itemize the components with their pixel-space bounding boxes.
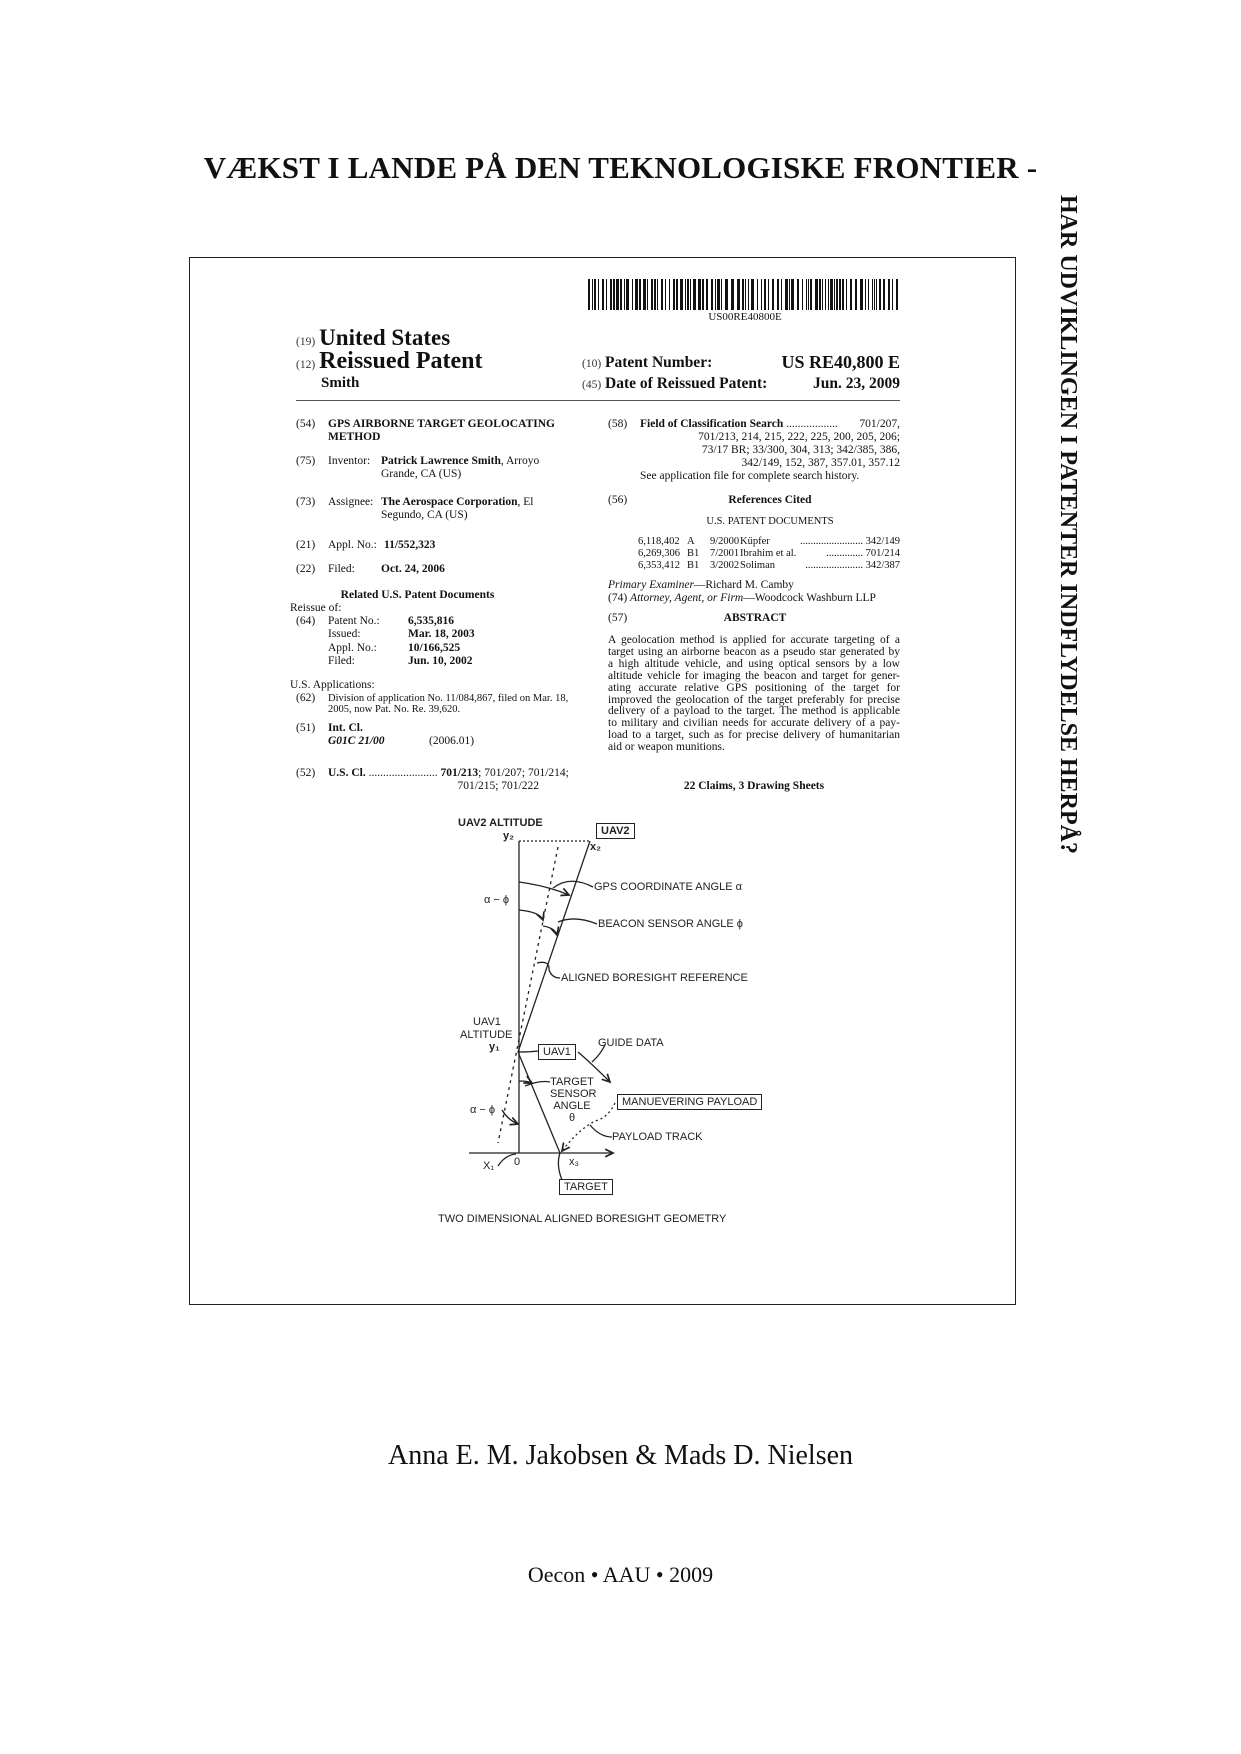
- reissue-label: Patent No.:: [328, 615, 380, 627]
- us-class-line2: 701/215; 701/222: [457, 780, 539, 792]
- date-value: Jun. 23, 2009: [813, 375, 900, 392]
- label-beacon-angle: BEACON SENSOR ANGLE ϕ: [598, 918, 743, 930]
- reference-kind: A: [687, 536, 695, 547]
- reference-class: 342/387: [865, 560, 900, 571]
- code: (22): [296, 563, 316, 575]
- abstract-line: delivery of a payload to the target. The method is applicable: [608, 705, 900, 718]
- reissue-label: Issued:: [328, 628, 361, 641]
- label-guide-data: GUIDE DATA: [598, 1037, 664, 1049]
- us-class-main: 701/213: [440, 767, 479, 779]
- reissue-value: 6,535,816: [408, 615, 454, 627]
- label-altitude: ALTITUDE: [460, 1029, 513, 1041]
- alpha-phi-arc: [519, 910, 543, 920]
- leader-target: [558, 1153, 562, 1180]
- country: United States: [319, 325, 451, 350]
- inventor-name: Patrick Lawrence Smith: [381, 455, 501, 467]
- leader-boresight: [537, 962, 560, 978]
- assignee-name: The Aerospace Corporation: [381, 496, 518, 508]
- patent-title-line: METHOD: [328, 431, 381, 443]
- label-y2: y₂: [503, 830, 515, 842]
- code: (75): [296, 455, 316, 467]
- code: (52): [296, 767, 316, 779]
- reference-number: 6,118,402: [638, 536, 680, 547]
- label: Filed:: [328, 563, 355, 575]
- beacon-angle-arc: [543, 926, 557, 935]
- reissue-label: Appl. No.:: [328, 641, 377, 654]
- leader-uav1: [519, 1051, 538, 1052]
- us-class: ; 701/207; 701/214;: [478, 767, 569, 779]
- reissue-value: Mar. 18, 2003: [408, 628, 475, 641]
- int-class: G01C 21/00: [328, 735, 385, 747]
- code: (58): [608, 418, 628, 430]
- label-uav1-altitude: UAV1: [473, 1016, 501, 1028]
- label-x1: X₁: [483, 1160, 495, 1172]
- diagram-caption: TWO DIMENSIONAL ALIGNED BORESIGHT GEOMETRY: [438, 1213, 727, 1225]
- code: (54): [296, 418, 316, 430]
- label-alpha-phi: α − ϕ: [484, 894, 510, 906]
- classification-line: 342/149, 152, 387, 357.01, 357.12: [741, 457, 900, 469]
- label-x2: x₂: [590, 841, 602, 853]
- reference-kind: B1: [687, 560, 700, 571]
- label-origin: 0: [514, 1156, 521, 1168]
- label-gps-angle: GPS COORDINATE ANGLE α: [594, 881, 742, 893]
- barcode-text: US00RE40800E: [708, 311, 782, 323]
- text: θ: [568, 1112, 576, 1124]
- abstract-line: altitude vehicle for imaging the beacon and target for gener-: [608, 669, 900, 682]
- label: Attorney, Agent, or Firm: [630, 592, 744, 604]
- gps-angle-arc: [519, 882, 569, 895]
- label-uav2-altitude: UAV2 ALTITUDE: [458, 817, 543, 829]
- value: 11/552,323: [384, 539, 436, 551]
- label-boresight: ALIGNED BORESIGHT REFERENCE: [561, 972, 748, 984]
- reference-date: 7/2001: [710, 548, 740, 559]
- abstract-line: target using an airborne beacon as a pseudo star generated by: [608, 645, 900, 658]
- field-57: (57): [608, 612, 628, 624]
- reference-class: 701/214: [865, 548, 900, 559]
- reissue-of: Reissue of:: [290, 602, 342, 614]
- search-note: See application file for complete search history.: [640, 470, 860, 482]
- footer-institution-year: Oecon • AAU • 2009: [527, 1562, 714, 1587]
- classification-line: 73/17 BR; 33/300, 304, 313; 342/385, 386,: [701, 444, 900, 456]
- leader-gps: [553, 881, 593, 888]
- code: (12): [296, 359, 316, 371]
- label: Date of Reissued Patent:: [605, 375, 768, 392]
- classification-line: 701/207,: [859, 418, 900, 430]
- code: (51): [296, 722, 316, 734]
- label-maneuvering-payload: MANUEVERING PAYLOAD: [617, 1094, 762, 1110]
- reissue-value: Jun. 10, 2002: [408, 654, 473, 667]
- label-uav2: UAV2: [596, 823, 635, 839]
- code: (64): [296, 615, 316, 627]
- claims-count: 22 Claims, 3 Drawing Sheets: [683, 780, 825, 792]
- inventor-location: , Arroyo: [500, 455, 540, 467]
- label: Assignee:: [328, 496, 374, 508]
- label: Inventor:: [328, 455, 371, 467]
- value: Oct. 24, 2006: [381, 563, 445, 575]
- patent-number-value: US RE40,800 E: [781, 352, 900, 372]
- label: U.S. Cl.: [328, 767, 366, 779]
- label: Patent Number:: [605, 354, 713, 371]
- label-target-sensor-angle: [550, 1076, 597, 1124]
- reference-kind: B1: [687, 548, 700, 559]
- label-alpha-phi-lower: α − ϕ: [470, 1104, 496, 1116]
- division-text: 2005, now Pat. No. Re. 39,620.: [328, 704, 461, 715]
- reference-name: Ibrahim et al.: [740, 548, 797, 559]
- label: Appl. No.:: [328, 539, 377, 551]
- abstract-line: ating accurate relative GPS positioning of the target for: [608, 681, 900, 694]
- reference-name: Küpfer: [740, 536, 770, 547]
- reference-date: 9/2000: [710, 536, 740, 547]
- label: Int. Cl.: [328, 722, 363, 734]
- division-text: Division of application No. 11/084,867, filed on Mar. 18,: [328, 693, 569, 704]
- abstract-line: to military and civilian needs for accurate delivery of a pay-: [608, 717, 900, 730]
- related-header: Related U.S. Patent Documents: [340, 589, 495, 601]
- field-56: (56): [608, 494, 628, 506]
- references-subtitle: U.S. PATENT DOCUMENTS: [706, 516, 834, 527]
- patent-type: Reissued Patent: [319, 348, 483, 374]
- inventor-location: Grande, CA (US): [381, 468, 462, 480]
- gps-line: [518, 841, 590, 1052]
- abstract-title: ABSTRACT: [723, 612, 787, 624]
- code: (45): [582, 379, 602, 391]
- label-y1: y₁: [489, 1041, 500, 1053]
- label: Field of Classification Search: [640, 418, 784, 430]
- code: (10): [582, 358, 602, 370]
- reference-number: 6,269,306: [638, 548, 680, 559]
- text: SENSOR: [550, 1088, 597, 1100]
- abstract-line: a high altitude vehicle, and using optical sensors by a low: [608, 657, 900, 670]
- label-payload-track: PAYLOAD TRACK: [612, 1131, 703, 1143]
- us-applications: U.S. Applications:: [290, 679, 375, 691]
- reference-dots: ........................: [800, 536, 863, 547]
- patent-title-line: GPS AIRBORNE TARGET GEOLOCATING: [328, 418, 555, 430]
- reference-class: 342/149: [865, 536, 900, 547]
- value: —Woodcock Washburn LLP: [743, 592, 876, 604]
- reference-name: Soliman: [740, 560, 776, 571]
- reference-dots: ......................: [805, 560, 863, 571]
- references-title: References Cited: [728, 494, 812, 506]
- text: TARGET: [550, 1076, 594, 1088]
- reference-date: 3/2002: [710, 560, 740, 571]
- abstract-line: load to a target, such as for precise delivery of humanitarian: [608, 729, 900, 742]
- reference-number: 6,353,412: [638, 560, 680, 571]
- abstract-line: aid or weapon munitions.: [608, 741, 725, 754]
- assignee-location: , El: [517, 496, 534, 508]
- document-title: VÆKST I LANDE PÅ DEN TEKNOLOGISKE FRONTIER -: [203, 150, 1038, 185]
- label-target: TARGET: [559, 1179, 613, 1195]
- code: (73): [296, 496, 316, 508]
- dots: ..................: [786, 418, 838, 430]
- code: (21): [296, 539, 316, 551]
- code: (62): [296, 692, 316, 704]
- authors: Anna E. M. Jakobsen & Mads D. Nielsen: [387, 1440, 854, 1471]
- inventor-surname: Smith: [321, 375, 360, 391]
- classification-line: 701/213, 214, 215, 222, 225, 200, 205, 206;: [698, 431, 900, 443]
- leader-beacon: [558, 919, 597, 924]
- reissue-value: 10/166,525: [408, 641, 461, 654]
- abstract-line: improved the geolocation of the target preferably for precise: [608, 693, 900, 706]
- text: ANGLE: [553, 1100, 591, 1112]
- assignee-location: Segundo, CA (US): [381, 509, 468, 521]
- reference-dots: ..............: [826, 548, 863, 559]
- dots: ........................: [368, 767, 438, 779]
- label-x3: x₃: [569, 1156, 579, 1168]
- value: —Richard M. Camby: [693, 579, 794, 591]
- document-subtitle-vertical: HAR UDVIKLINGEN I PATENTER INDFLYDELSE HERPÅ?: [1055, 195, 1081, 854]
- alpha-phi-lower-arc: [502, 1110, 518, 1124]
- leader-payload-track: [590, 1125, 612, 1137]
- code: (74): [608, 592, 628, 604]
- boresight-dotted: [498, 847, 558, 1143]
- code: (19): [296, 336, 316, 348]
- label-uav1: UAV1: [538, 1044, 576, 1060]
- reissue-label: Filed:: [328, 654, 355, 667]
- int-class-year: (2006.01): [429, 735, 475, 747]
- label: Primary Examiner: [608, 579, 694, 591]
- abstract-line: A geolocation method is applied for accurate targeting of a: [608, 634, 900, 646]
